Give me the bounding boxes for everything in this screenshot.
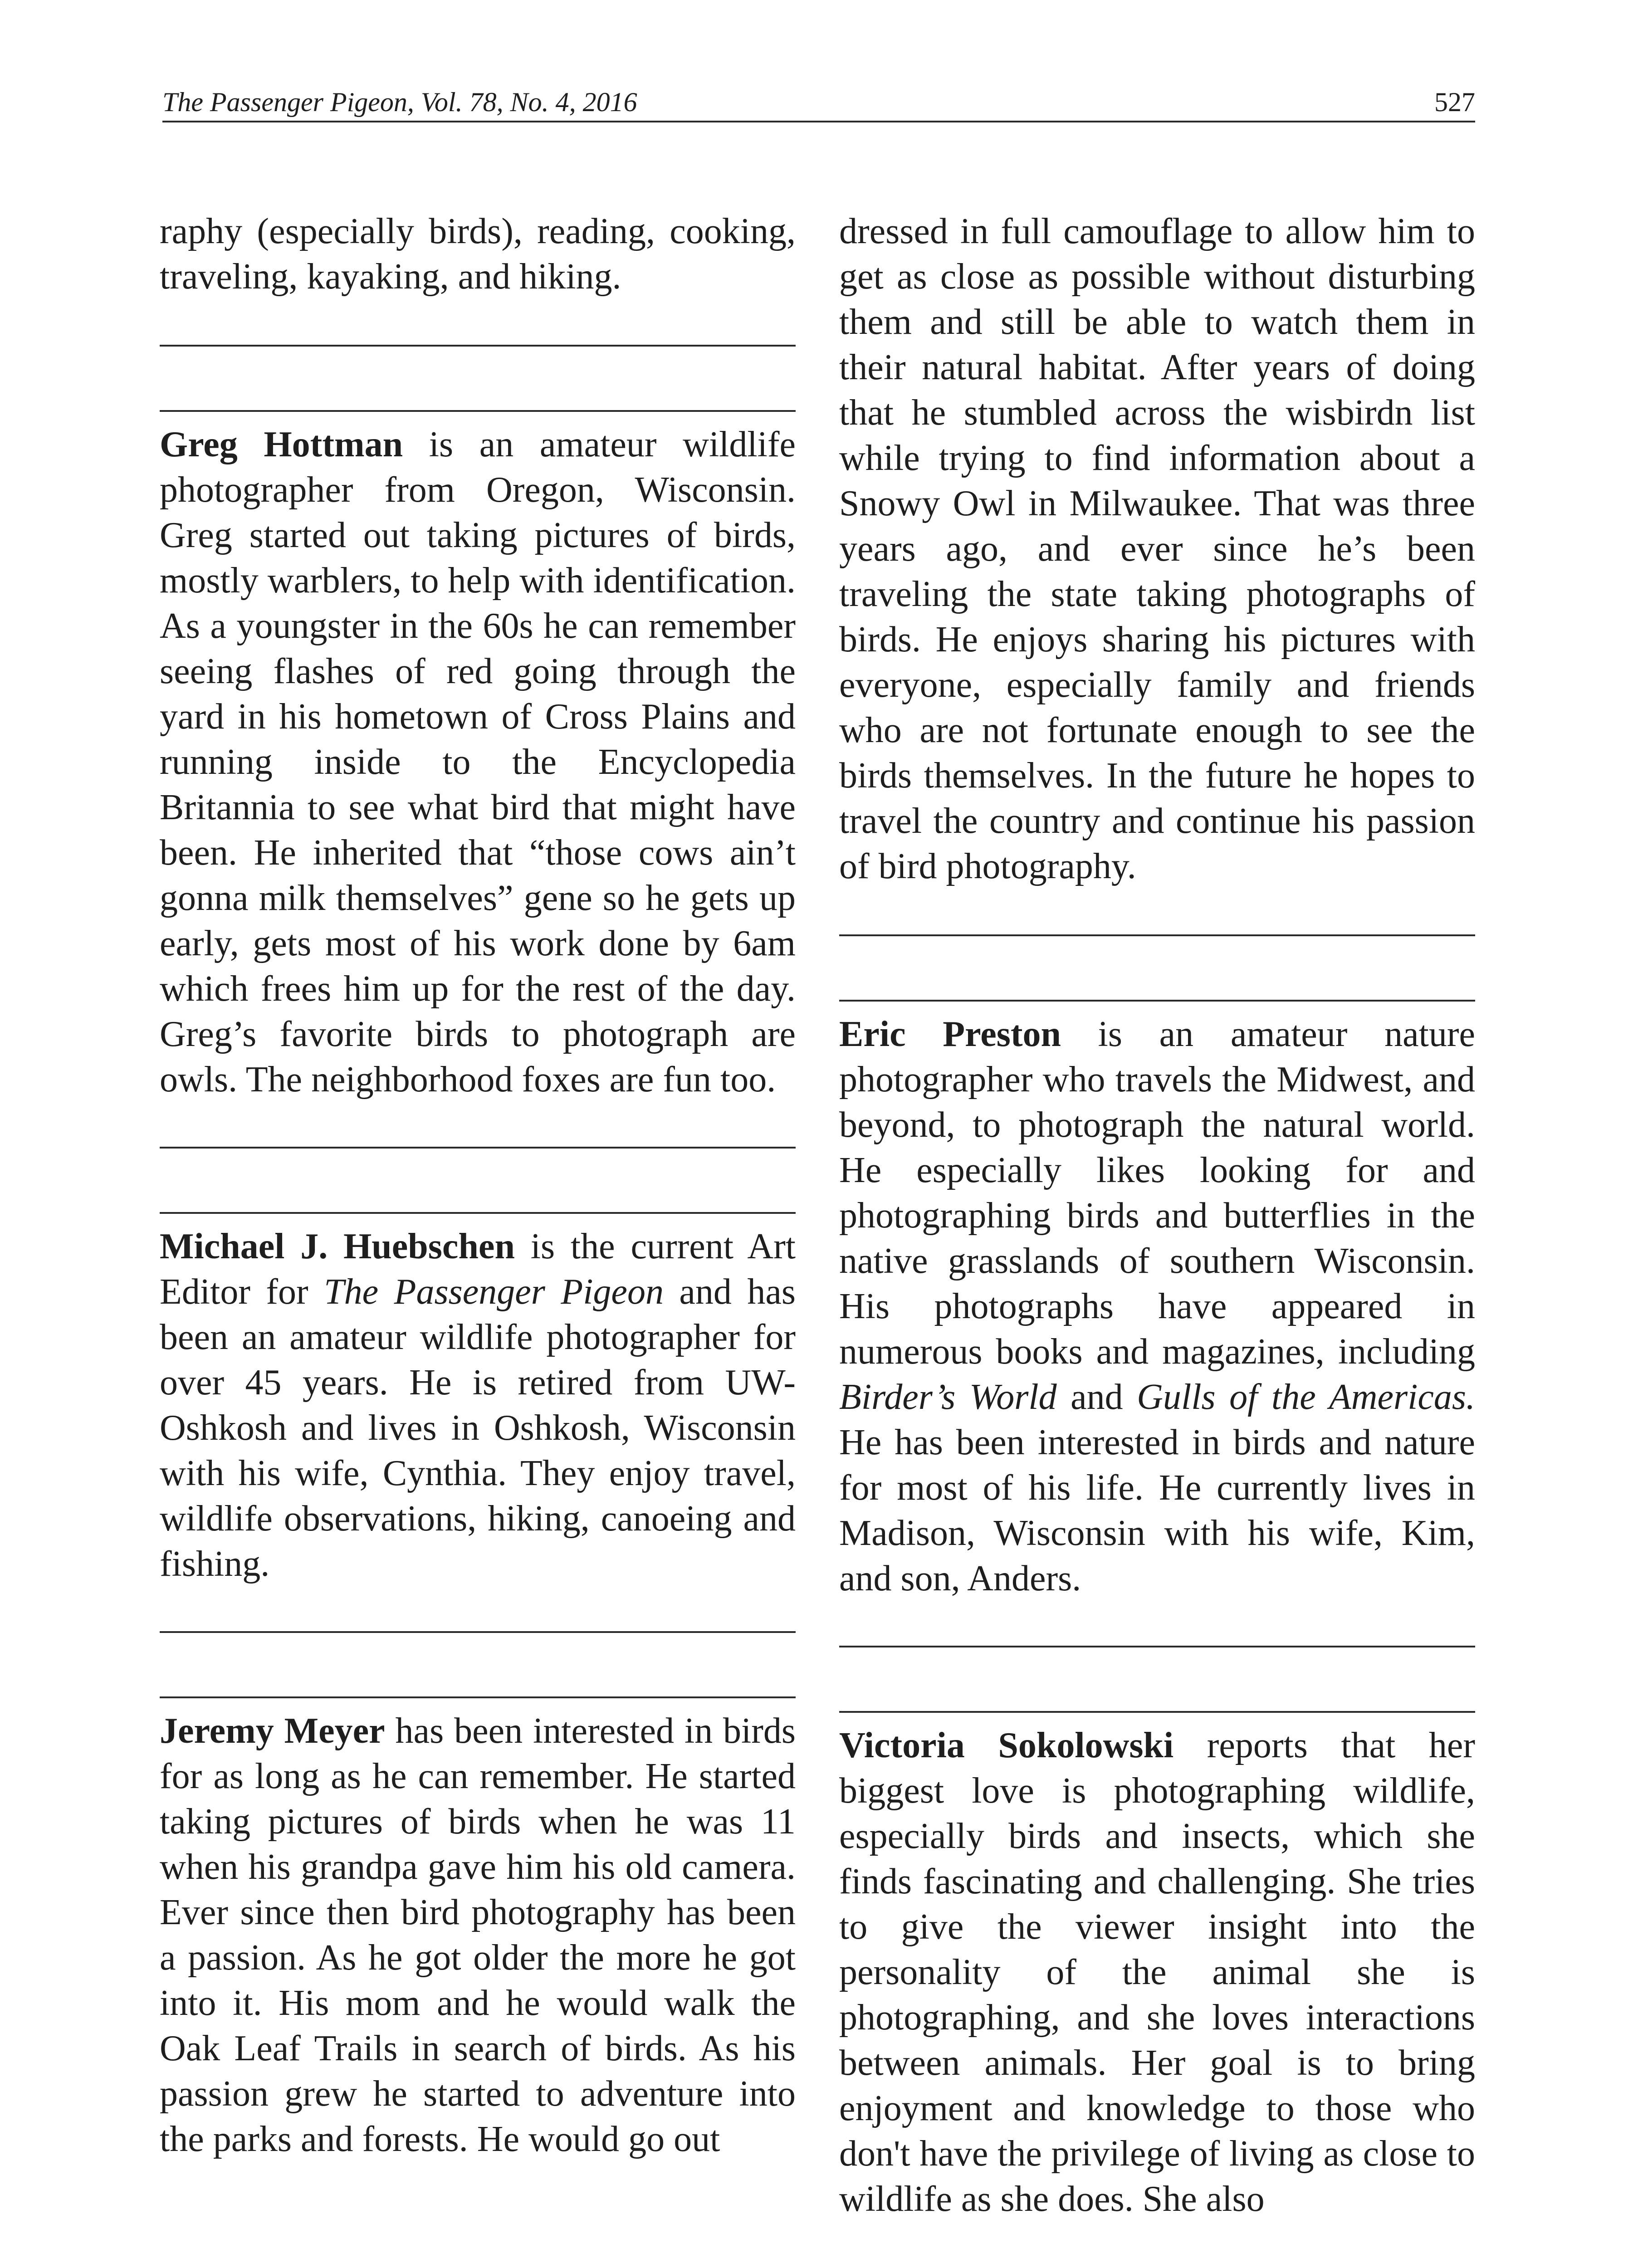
separator-rule xyxy=(839,934,1475,936)
running-header xyxy=(162,83,1475,122)
bio-jeremy-meyer xyxy=(160,1708,796,2162)
separator-rule xyxy=(160,345,796,347)
separator-rule xyxy=(160,1212,796,1214)
contributor-name: Victoria Sokolowski xyxy=(839,1725,1174,1765)
left-column xyxy=(160,209,796,2162)
separator-rule xyxy=(160,410,796,412)
bio-text: is the current Art Editor for xyxy=(160,1227,796,1312)
contributor-name: Greg Hottman xyxy=(160,425,403,464)
publication-title: Gulls of the Americas. xyxy=(1137,1377,1475,1417)
separator-rule xyxy=(160,1631,796,1633)
bio-greg-hottman xyxy=(160,422,796,1102)
publication-title: The Passenger Pigeon xyxy=(324,1272,664,1312)
bio-text: and has been an amateur wildlife photographer for over 45 years. He is retired from UW-Oshkosh and lives in Oshkosh, Wisconsin with his wife, Cynthia. They enjoy travel, wildlife observations, hiking, canoeing and fishing. xyxy=(160,1272,796,1584)
contributor-name: Jeremy Meyer xyxy=(160,1711,385,1751)
bio-text: He has been interested in birds and nature for most of his life. He currently lives in Madison, Wisconsin with his wife, Kim, and son, Anders. xyxy=(839,1422,1475,1598)
right-column xyxy=(839,209,1475,2222)
separator-rule xyxy=(839,1000,1475,1002)
separator-rule xyxy=(160,1147,796,1149)
continued-bio-text: raphy (especially birds), reading, cooking, traveling, kayaking, and hiking. xyxy=(160,211,796,297)
separator-rule xyxy=(160,1696,796,1698)
bio-text: has been interested in birds for as long as he can remember. He started taking pictures of birds when he was 11 when his grandpa gave him his old camera. Ever since then bird photography has been a passion. As he got older the more he got into it. His mom and he would walk the Oak Leaf Trails in search of birds. As his passion grew he started to adventure into the parks and forests. He would go out xyxy=(160,1711,796,2159)
journal-citation: The Passenger Pigeon, Vol. 78, No. 4, 2016 xyxy=(162,87,637,117)
continued-bio-text: dressed in full camouflage to allow him to get as close as possible without disturbing them and still be able to watch them in their natural habitat. After years of doing that he stumbled across the wisbirdn list while trying to find information about a Snowy Owl in Milwaukee. That was three years ago, and ever since he’s been traveling the state taking photographs of birds. He enjoys sharing his pictures with everyone, especially family and friends who are not fortunate enough to see the birds themselves. In the future he hopes to travel the country and continue his passion of bird photography. xyxy=(839,211,1475,886)
bio-text: is an amateur nature photographer who travels the Midwest, and beyond, to photograph the natural world. He especially likes looking for and photographing birds and butterflies in the native grasslands of southern Wisconsin. His photographs have appeared in numerous books and magazines, including xyxy=(839,1014,1475,1372)
bio-text: and xyxy=(1056,1377,1137,1417)
bio-victoria-sokolowski xyxy=(839,1723,1475,2222)
contributor-name: Eric Preston xyxy=(839,1014,1061,1054)
bio-text: is an amateur wildlife photographer from Oregon, Wisconsin. Greg started out taking pictures of birds, mostly warblers, to help with identification. As a youngster in the 60s he can remember seeing flashes of red going through the yard in his hometown of Cross Plains and running inside to the Encyclopedia Britannia to see what bird that might have been. He inherited that “those cows ain’t gonna milk themselves” gene so he gets up early, gets most of his work done by 6am which frees him up for the rest of the day. Greg’s favorite birds to photograph are owls. The neighborhood foxes are fun too. xyxy=(160,425,796,1100)
contributor-name: Michael J. Huebschen xyxy=(160,1227,515,1266)
page-number: 527 xyxy=(1434,87,1475,117)
separator-rule xyxy=(839,1711,1475,1713)
publication-title: Birder’s World xyxy=(839,1377,1057,1417)
bio-michael-huebschen xyxy=(160,1224,796,1587)
bio-text: reports that her biggest love is photographing wildlife, especially birds and insects, which she finds fascinating and challenging. She tries to give the viewer insight into the personality of the animal she is photographing, and she loves interactions between animals. Her goal is to bring enjoyment and knowledge to those who don't have the privilege of living as close to wildlife as she does. She also xyxy=(839,1725,1475,2219)
bio-eric-preston xyxy=(839,1012,1475,1601)
separator-rule xyxy=(839,1646,1475,1647)
